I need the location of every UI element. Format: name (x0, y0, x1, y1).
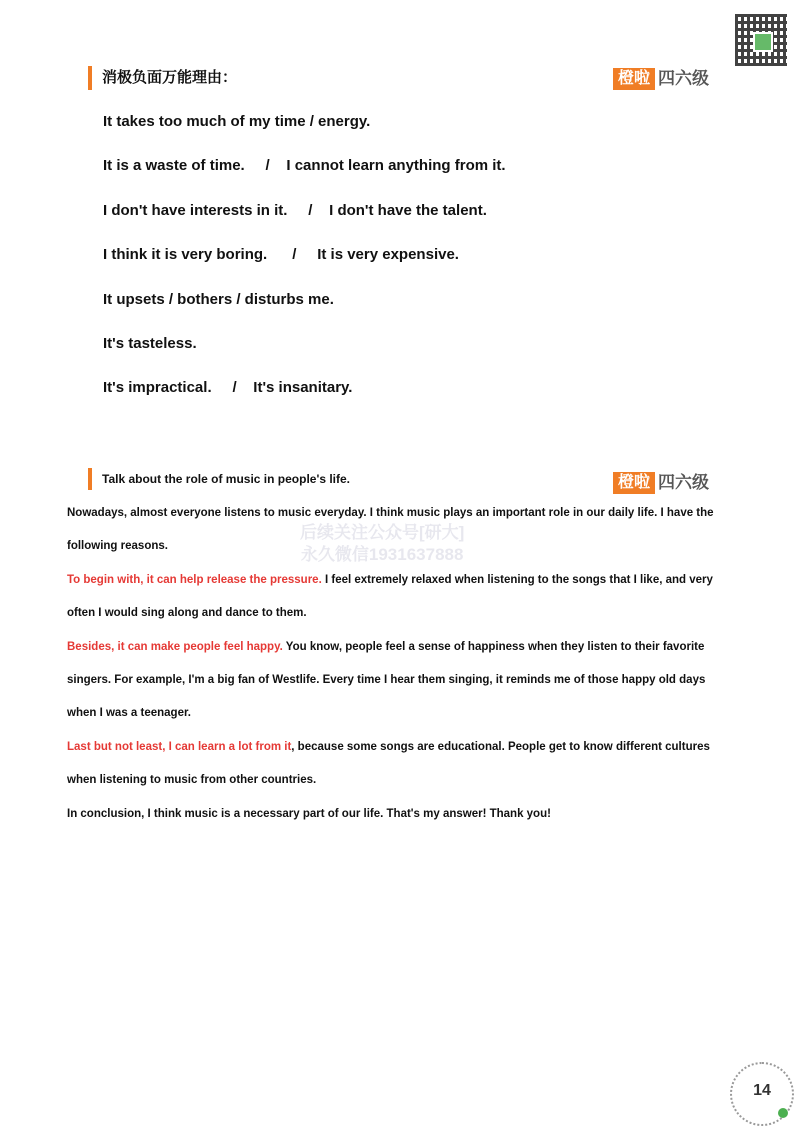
phrase-item: It is a waste of time. / I cannot learn anything from it. (103, 157, 506, 175)
qr-logo (753, 32, 773, 52)
stamp-logo-icon (778, 1108, 788, 1118)
brand-logo (613, 68, 709, 90)
paragraph-text: You know, people feel a sense of happiness when they listen to their favorite singers. For example, I'm a big fan of Westlife. Every time I hear them singing, it reminds me of those happy old days when I was a teenager. (67, 640, 706, 720)
essay-intro: Nowadays, almost everyone listens to music everyday. I think music plays an important role in our daily life. I have the following reasons. (67, 507, 714, 553)
brand-box: 橙啦 (613, 68, 655, 90)
brand-logo (613, 472, 709, 494)
phrase-item: It's tasteless. (103, 334, 197, 352)
phrase-item: It's impractical. / It's insanitary. (103, 379, 353, 397)
paragraph-text: , because some songs are educational. People get to know different cultures when listening to music from other countries. (67, 740, 710, 787)
phrase-list (103, 108, 506, 419)
essay-paragraph (67, 564, 737, 631)
essay-paragraph (67, 631, 737, 731)
phrase-item: It takes too much of my time / energy. (103, 113, 371, 130)
section-heading-music-topic: Talk about the role of music in people's life. (88, 468, 350, 490)
phrase-item: I think it is very boring. / It is very expensive. (103, 246, 459, 264)
watermark-line: 后续关注公众号[研大] (300, 523, 465, 542)
essay-body (67, 497, 737, 831)
topic-sentence: Last but not least, I can learn a lot from it (67, 740, 292, 753)
qr-code-icon (735, 14, 787, 66)
essay-paragraph (67, 731, 737, 798)
paragraph-text: I feel extremely relaxed when listening to the songs that I like, and very often I would sing along and dance to them. (67, 573, 713, 620)
brand-text: 四六级 (658, 473, 710, 492)
page-stamp (730, 1062, 794, 1126)
phrase-item: I don't have interests in it. / I don't have the talent. (103, 201, 487, 219)
topic-sentence: Besides, it can make people feel happy. (67, 640, 283, 653)
brand-box: 橙啦 (613, 472, 655, 494)
brand-text: 四六级 (658, 69, 710, 88)
page-number: 14 (753, 1082, 771, 1099)
topic-sentence: To begin with, it can help release the pressure. (67, 573, 322, 586)
phrase-item: It upsets / bothers / disturbs me. (103, 290, 334, 308)
section-heading-negative-reasons: 消极负面万能理由： (88, 66, 237, 90)
watermark-line: 永久微信1931637888 (300, 545, 464, 564)
essay-conclusion: In conclusion, I think music is a necessary part of our life. That's my answer! Thank you! (67, 807, 551, 820)
